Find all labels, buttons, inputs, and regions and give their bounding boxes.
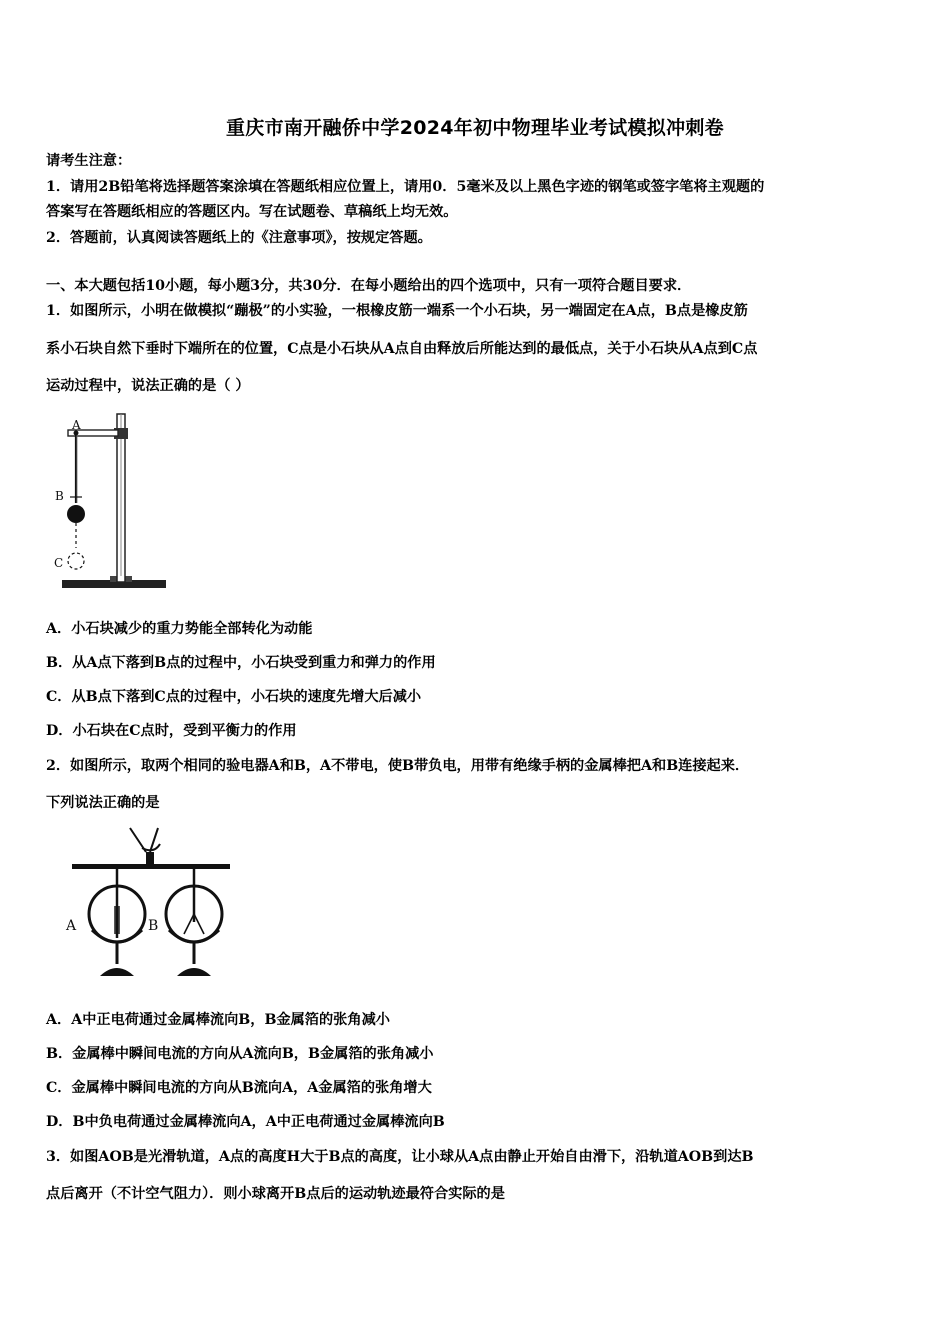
metal-rod (72, 864, 230, 869)
label-a: A (72, 418, 81, 432)
notice-item: 答案写在答题纸相应的答题区内。写在试题卷、草稿纸上均无效。 (46, 204, 458, 220)
question-2-option: C．金属棒中瞬间电流的方向从B流向A，A金属箔的张角增大 (46, 1080, 432, 1096)
notice-heading: 请考生注意： (46, 153, 132, 169)
bungee-experiment-figure (46, 408, 176, 600)
stone (67, 505, 85, 523)
question-2-option: D．B中负电荷通过金属棒流向A，A中正电荷通过金属棒流向B (46, 1114, 445, 1130)
question-1-stem: 运动过程中，说法正确的是（ ） (46, 378, 250, 394)
question-3-stem: 点后离开（不计空气阻力）．则小球离开B点后的运动轨迹最符合实际的是 (46, 1186, 505, 1202)
section-heading: 一、本大题包括10小题，每小题3分，共30分．在每小题给出的四个选项中，只有一项符合题目要求． (46, 278, 692, 294)
label-c: C (54, 556, 64, 570)
question-1-option: C．从B点下落到C点的过程中，小石块的速度先增大后减小 (46, 689, 422, 705)
question-1-option: D．小石块在C点时，受到平衡力的作用 (46, 723, 297, 739)
question-1-option: A．小石块减少的重力势能全部转化为动能 (46, 621, 313, 637)
label-b: B (55, 489, 64, 503)
electroscope-b-base (177, 968, 211, 976)
question-2-option: A．A中正电荷通过金属棒流向B，B金属箔的张角减小 (46, 1012, 390, 1028)
label-b: B (148, 918, 159, 934)
question-2-stem: 2．如图所示，取两个相同的验电器A和B，A不带电，使B带负电，用带有绝缘手柄的金属棒把A和B连接起来． (46, 758, 750, 774)
label-a: A (66, 918, 77, 934)
question-1-stem: 系小石块自然下垂时下端所在的位置，C点是小石块从A点自由释放后所能达到的最低点，关于小石块从A点到C点 (46, 341, 758, 357)
question-1-option: B．从A点下落到B点的过程中，小石块受到重力和弹力的作用 (46, 655, 436, 671)
question-1-stem: 1．如图所示，小明在做模拟“蹦极”的小实验，一根橡皮筋一端系一个小石块，另一端固定在A点，B点是橡皮筋 (46, 303, 748, 319)
notice-item: 1．请用2B铅笔将选择题答案涂填在答题纸相应位置上，请用0．5毫米及以上黑色字迹的钢笔或签字笔将主观题的 (46, 179, 765, 195)
notice-item: 2．答题前，认真阅读答题纸上的《注意事项》，按规定答题。 (46, 230, 432, 246)
electroscope-a-base (100, 968, 134, 976)
question-3-stem: 3．如图AOB是光滑轨道，A点的高度H大于B点的高度，让小球从A点由静止开始自由滑下，沿轨道AOB到达B (46, 1149, 754, 1165)
question-2-stem: 下列说法正确的是 (46, 795, 160, 811)
electroscope-figure (60, 826, 240, 988)
stone-at-c (68, 553, 84, 569)
exam-title: 重庆市南开融侨中学2024年初中物理毕业考试模拟冲刺卷 (226, 117, 724, 139)
question-2-option: B．金属棒中瞬间电流的方向从A流向B，B金属箔的张角减小 (46, 1046, 434, 1062)
